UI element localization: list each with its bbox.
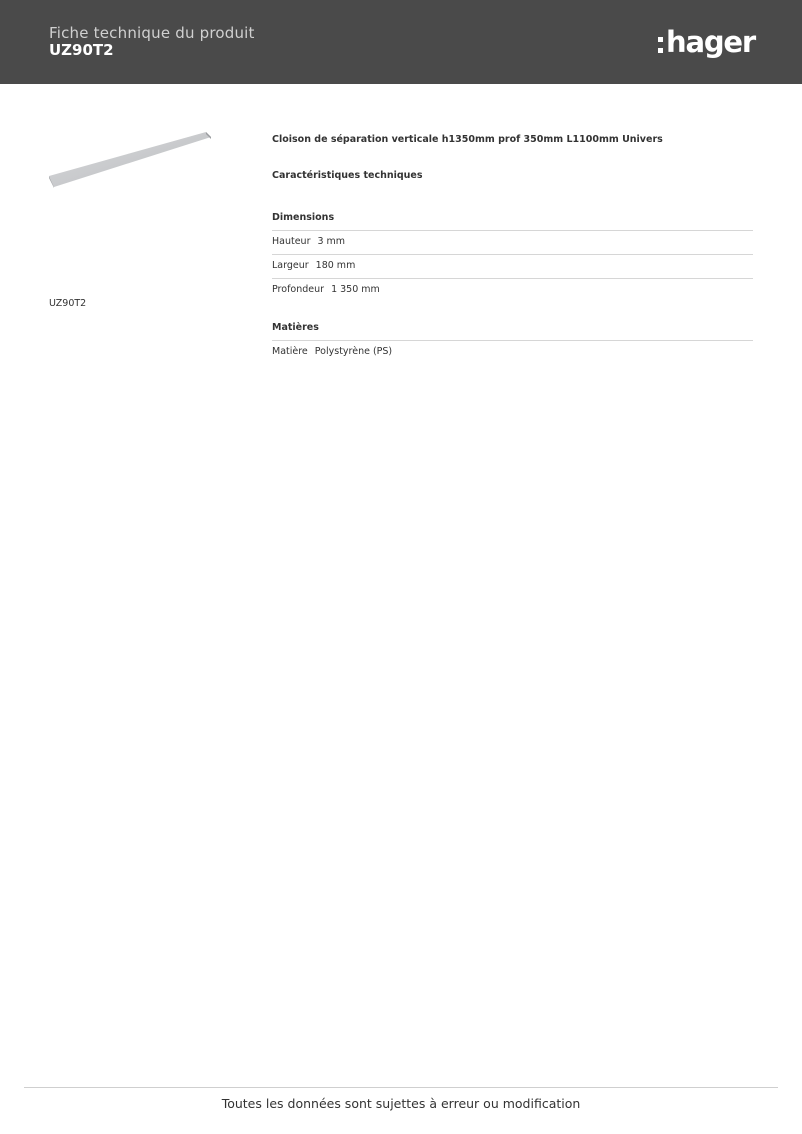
- product-image: [46, 128, 214, 192]
- spec-label: Matière: [272, 346, 308, 357]
- spec-row-matiere: [272, 341, 753, 364]
- specs-heading: Caractéristiques techniques: [272, 170, 423, 181]
- page-header: [0, 0, 802, 84]
- spec-label: Largeur: [272, 260, 309, 271]
- dimensions-heading: Dimensions: [272, 212, 335, 223]
- product-image-caption: UZ90T2: [49, 298, 87, 309]
- product-details: [272, 133, 753, 364]
- materials-heading: Matières: [272, 322, 319, 333]
- footer-disclaimer: Toutes les données sont sujettes à erreur ou modification: [221, 1096, 581, 1111]
- spec-value: Polystyrène (PS): [314, 346, 393, 357]
- spec-row-profondeur: [272, 279, 753, 302]
- spec-value: 1 350 mm: [331, 284, 380, 295]
- spec-value: 3 mm: [317, 236, 346, 247]
- spec-label: Profondeur: [272, 284, 325, 295]
- product-title: Cloison de séparation verticale h1350mm prof 350mm L1100mm Univers: [272, 134, 663, 145]
- spec-row-largeur: [272, 255, 753, 279]
- header-reference: UZ90T2: [49, 41, 114, 59]
- hager-logo: [658, 22, 755, 62]
- spec-label: Hauteur: [272, 236, 311, 247]
- footer-divider: [24, 1087, 778, 1088]
- spec-value: 180 mm: [315, 260, 356, 271]
- spec-row-hauteur: [272, 231, 753, 255]
- logo-wordmark: hager: [666, 24, 755, 59]
- header-subtitle: Fiche technique du produit: [49, 24, 255, 42]
- logo-colon-icon: [658, 37, 663, 53]
